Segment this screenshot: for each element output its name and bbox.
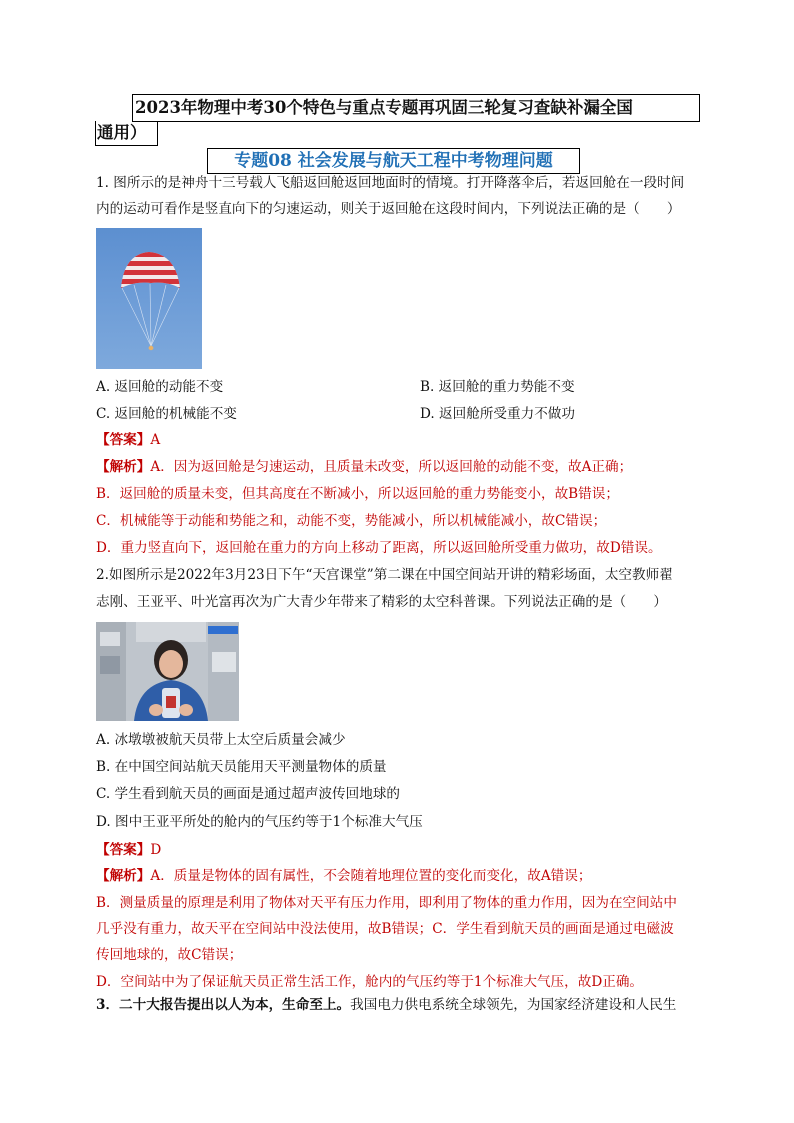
- q3-stem-rest: 我国电力供电系统全球领先，为国家经济建设和人民生: [350, 997, 677, 1013]
- q1-option-d: D. 返回舱所受重力不做功: [420, 406, 575, 422]
- q3-stem-bold: 3．二十大报告提出以人为本，生命至上。: [96, 997, 351, 1013]
- answer-tag: 【答案】: [96, 842, 151, 858]
- parachute-icon: [96, 228, 202, 369]
- q2-analysis-line3: 几乎没有重力，故天平在空间站中没法使用，故B错误；C．学生看到航天员的画面是通过电磁波: [96, 921, 674, 937]
- answer-tag: 【答案】: [96, 432, 151, 448]
- q1-analysis-line1: [96, 457, 632, 477]
- q3-stem-line1: [96, 995, 676, 1015]
- q1-stem-line1: 1. 图所示的是神舟十三号载人飞船返回舱返回地面时的情境。打开降落伞后，若返回舱在一段时间: [96, 175, 685, 191]
- q2-answer: [96, 840, 161, 860]
- analysis-text: A．因为返回舱是匀速运动，且质量未改变，所以返回舱的动能不变，故A正确；: [150, 459, 633, 475]
- q2-analysis-line2: B．测量质量的原理是利用了物体对天平有压力作用，即利用了物体的重力作用，因为在空间站中: [96, 895, 677, 911]
- q2-stem-line1: 2.如图所示是2022年3月23日下午“天宫课堂”第二课在中国空间站开讲的精彩场面，太空教师翟: [96, 567, 673, 583]
- q1-answer: [96, 430, 160, 450]
- q2-stem-line2: 志刚、王亚平、叶光富再次为广大青少年带来了精彩的太空科普课。下列说法正确的是（ ）: [96, 594, 667, 610]
- q1-analysis-line2: B．返回舱的质量未变，但其高度在不断减小，所以返回舱的重力势能变小，故B错误；: [96, 486, 619, 502]
- q2-analysis-line1: [96, 866, 591, 886]
- q1-option-a: A. 返回舱的动能不变: [96, 379, 224, 395]
- topic-heading: 专题08 社会发展与航天工程中考物理问题: [207, 148, 580, 174]
- q2-option-d: D. 图中王亚平所处的舱内的气压约等于1个标准大气压: [96, 814, 423, 830]
- analysis-tag: 【解析】: [96, 868, 151, 884]
- analysis-tag: 【解析】: [96, 459, 151, 475]
- q2-analysis-line5: D．空间站中为了保证航天员正常生活工作，舱内的气压约等于1个标准大气压，故D正确。: [96, 974, 644, 990]
- page-title-continued: 通用）: [95, 121, 158, 146]
- q2-analysis-line4: 传回地球的，故C错误；: [96, 947, 243, 963]
- q1-option-c: C. 返回舱的机械能不变: [96, 406, 237, 422]
- q1-analysis-line4: D．重力竖直向下，返回舱在重力的方向上移动了距离，所以返回舱所受重力做功，故D错误。: [96, 540, 662, 556]
- parachute-capsule-photo: [96, 228, 202, 369]
- q2-option-a: A. 冰墩墩被航天员带上太空后质量会减少: [96, 732, 346, 748]
- q2-option-b: B. 在中国空间站航天员能用天平测量物体的质量: [96, 759, 387, 775]
- space-station-classroom-photo: [96, 622, 239, 721]
- q1-stem-line2: 内的运动可看作是竖直向下的匀速运动，则关于返回舱在这段时间内，下列说法正确的是（ ）: [96, 201, 681, 217]
- q1-option-b: B. 返回舱的重力势能不变: [420, 379, 575, 395]
- q1-analysis-line3: C．机械能等于动能和势能之和，动能不变，势能减小，所以机械能减小，故C错误；: [96, 513, 607, 529]
- astronaut-photo-icon: [96, 622, 239, 721]
- analysis-text: A．质量是物体的固有属性，不会随着地理位置的变化而变化，故A错误；: [150, 868, 592, 884]
- answer-value: D: [150, 842, 162, 858]
- answer-value: A: [150, 432, 161, 448]
- q2-option-c: C. 学生看到航天员的画面是通过超声波传回地球的: [96, 786, 401, 802]
- page-title: 2023年物理中考30个特色与重点专题再巩固三轮复习查缺补漏全国: [132, 94, 700, 122]
